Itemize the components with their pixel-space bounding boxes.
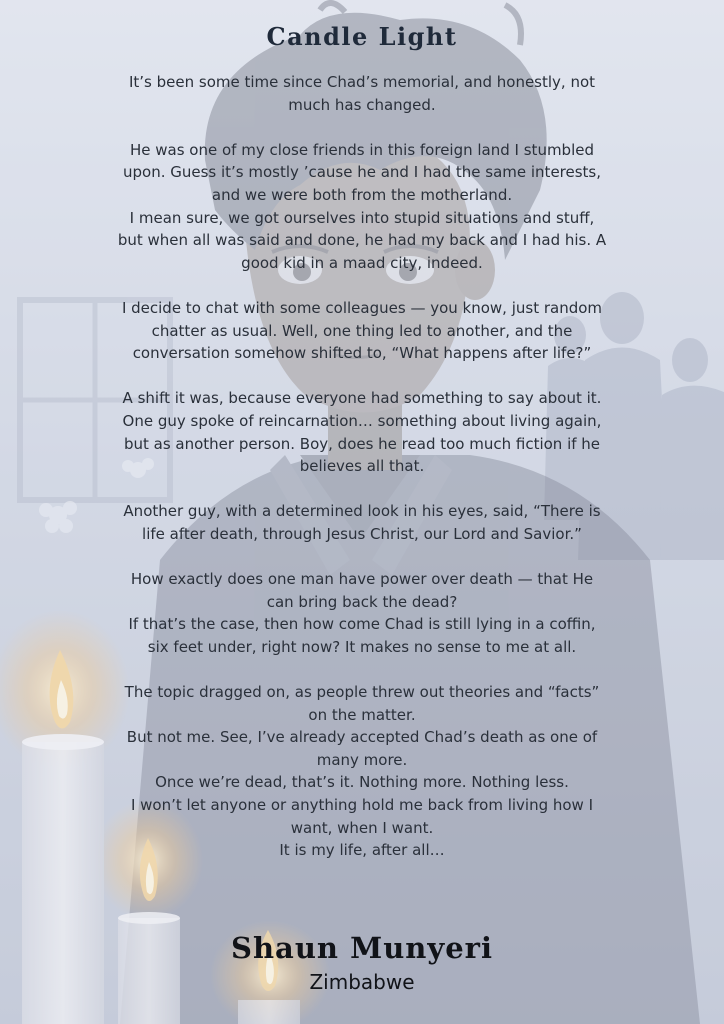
poem-line: I mean sure, we got ourselves into stupid situations and stuff, [129, 208, 595, 227]
poem-line: many more. [316, 750, 408, 769]
poem-paragraph [88, 568, 636, 658]
author-name: Shaun Munyeri [231, 931, 493, 965]
poem-line: It’s been some time since Chad’s memorial, and honestly, not [128, 73, 596, 91]
author-country: Zimbabwe [309, 970, 415, 994]
poem-line: A shift it was, because everyone had something to say about it. [122, 389, 602, 408]
poem-paragraph [88, 297, 636, 365]
poem-line: can bring back the dead? [266, 592, 458, 611]
poem-line: Once we’re dead, that’s it. Nothing more. Nothing less. [155, 773, 569, 792]
poem-line: The topic dragged on, as people threw out theories and “facts” [124, 683, 600, 702]
poem-paragraph [88, 71, 636, 116]
poem-line: He was one of my close friends in this foreign land I stumbled [129, 140, 594, 159]
poem-line: But not me. See, I’ve already accepted Chad’s death as one of [126, 728, 598, 747]
poem-title: Candle Light [266, 22, 458, 51]
poem-line: believes all that. [299, 457, 425, 476]
poem-line: It is my life, after all… [279, 841, 445, 860]
poem-line: but as another person. Boy, does he read too much fiction if he [123, 434, 601, 453]
poem-line: life after death, through Jesus Christ, our Lord and Savior.” [142, 524, 582, 543]
poem-line: much has changed. [288, 95, 436, 114]
poem-line: and we were both from the motherland. [211, 185, 513, 204]
poem-body [88, 71, 636, 884]
poem-line: Another guy, with a determined look in his eyes, said, “There is [123, 502, 601, 521]
poem-line: chatter as usual. Well, one thing led to another, and the [151, 321, 573, 340]
poem-line: I decide to chat with some colleagues — you know, just random [121, 298, 603, 317]
poem-line: good kid in a maad city, indeed. [241, 253, 483, 272]
poem-line: One guy spoke of reincarnation… something about living again, [122, 411, 602, 430]
poem-line: upon. Guess it’s mostly ’cause he and I had the same interests, [122, 163, 602, 182]
poem-line: If that’s the case, then how come Chad is still lying in a coffin, [128, 615, 596, 634]
poem-paragraph [88, 500, 636, 545]
poem-line: but when all was said and done, he had my back and I had his. A [117, 231, 607, 250]
poem-line: want, when I want. [290, 818, 434, 837]
poem-line: on the matter. [308, 705, 416, 724]
poem-line: How exactly does one man have power over death — that He [130, 570, 594, 589]
poem-line: six feet under, right now? It makes no sense to me at all. [147, 637, 577, 656]
poem-paragraph [88, 681, 636, 862]
poem-paragraph [88, 139, 636, 275]
poem-line: I won’t let anyone or anything hold me back from living how I [130, 796, 594, 814]
poem-paragraph [88, 387, 636, 477]
poem-line: conversation somehow shifted to, “What happens after life?” [132, 344, 592, 363]
